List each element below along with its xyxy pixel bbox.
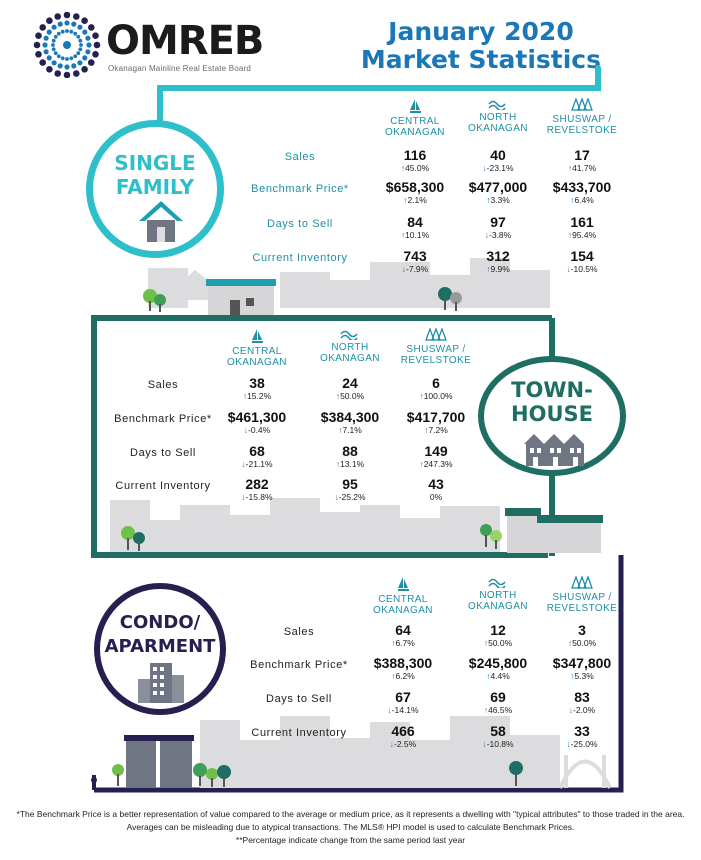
arrow-down-icon: ↓ (484, 230, 490, 240)
region-header-north (453, 98, 543, 134)
stat-change (212, 459, 302, 469)
townhouse-icon (524, 434, 586, 466)
stat-cell-sales-central (358, 623, 448, 648)
stat-cell-benchmark-north (453, 656, 543, 681)
stat-change (305, 391, 395, 401)
stat-value: 83 (574, 689, 590, 705)
region-label: CENTRAL (390, 116, 440, 127)
region-label: CENTRAL (378, 594, 428, 605)
change-percent: 10.1% (405, 230, 430, 240)
stat-cell-days-shuswap (391, 444, 481, 469)
stat-value: 38 (249, 375, 265, 391)
stat-cell-inventory-shuswap (537, 249, 627, 274)
region-header-central (212, 328, 302, 368)
stat-value: 282 (245, 476, 269, 492)
stat-value: 33 (574, 723, 590, 739)
stat-value: $347,800 (552, 655, 612, 671)
region-label: REVELSTOKE (400, 355, 472, 366)
stat-change (358, 671, 448, 681)
stat-cell-days-shuswap (537, 215, 627, 240)
house-icon (137, 199, 185, 243)
stat-value: 161 (570, 214, 594, 230)
arrow-up-icon: ↑ (570, 195, 575, 205)
region-label: REVELSTOKE (546, 125, 618, 136)
stat-cell-sales-central (370, 148, 460, 173)
stat-change (453, 739, 543, 749)
change-percent: 9.9% (490, 264, 510, 274)
stat-value: 68 (249, 443, 265, 459)
stat-value: $658,300 (385, 179, 445, 195)
region-label: REVELSTOKE (546, 603, 618, 614)
footnote-line: *The Benchmark Price is a better representation of value compared to the average or medium price, as it represents a dwelling with "typical attributes" to those traded in the area. (16, 809, 685, 819)
arrow-up-icon: ↑ (335, 391, 341, 401)
stat-value: 17 (574, 147, 590, 163)
stat-value: 64 (395, 622, 411, 638)
arrow-up-icon: ↑ (338, 425, 343, 435)
arrow-up-icon: ↑ (486, 264, 491, 274)
stat-value: 116 (403, 147, 427, 163)
change-percent: 45.0% (405, 163, 430, 173)
arrow-up-icon: ↑ (483, 638, 489, 648)
apartment-building-icon (138, 663, 184, 703)
region-label: OKANAGAN (468, 601, 528, 612)
stat-value: 95 (342, 476, 358, 492)
stat-cell-benchmark-north (453, 180, 543, 205)
stat-cell-sales-shuswap (391, 376, 481, 401)
change-percent: 5.3% (574, 671, 594, 681)
sailboat-icon (250, 328, 264, 344)
arrow-down-icon: ↓ (482, 163, 487, 173)
stat-cell-days-north (453, 690, 543, 715)
stat-change (537, 195, 627, 205)
arrow-up-icon: ↑ (424, 425, 429, 435)
region-label: OKANAGAN (385, 127, 445, 138)
badge-line: FAMILY (115, 175, 195, 199)
arrow-up-icon: ↑ (419, 391, 424, 401)
stat-value: 24 (342, 375, 358, 391)
stat-change (391, 391, 481, 401)
footnote (0, 808, 701, 847)
row-label-days: Days to Sell (130, 447, 196, 459)
change-percent: 247.3% (423, 459, 453, 469)
stat-cell-days-north (453, 215, 543, 240)
region-label: NORTH (479, 590, 517, 601)
change-percent: 3.3% (490, 195, 510, 205)
change-percent: 50.0% (340, 391, 365, 401)
arrow-up-icon: ↑ (567, 230, 573, 240)
badge-line: TOWN- (511, 378, 593, 402)
stat-change (212, 492, 302, 502)
change-percent: -21.1% (245, 459, 273, 469)
stat-cell-benchmark-central (370, 180, 460, 205)
stat-change (453, 671, 543, 681)
sailboat-icon (408, 98, 422, 114)
row-label-sales: Sales (147, 379, 179, 391)
stat-change (212, 391, 302, 401)
stat-change (453, 195, 543, 205)
stat-cell-benchmark-central (212, 410, 302, 435)
stat-value: $384,300 (320, 409, 380, 425)
waves-icon (488, 576, 508, 588)
sailboat-icon (396, 576, 410, 592)
stat-value: 6 (432, 375, 440, 391)
region-header-central (370, 98, 460, 138)
stat-cell-inventory-central (370, 249, 460, 274)
row-label-benchmark: Benchmark Price* (251, 183, 349, 195)
stat-change (453, 163, 543, 173)
arrow-up-icon: ↑ (400, 163, 406, 173)
stat-value: 43 (428, 476, 444, 492)
change-percent: -10.5% (570, 264, 598, 274)
region-header-central (358, 576, 448, 616)
stat-value: 97 (490, 214, 506, 230)
change-percent: -2.5% (394, 739, 417, 749)
stat-change (305, 459, 395, 469)
stat-cell-days-central (358, 690, 448, 715)
stat-value: $245,800 (468, 655, 528, 671)
stat-value: 312 (486, 248, 510, 264)
stat-value: $477,000 (468, 179, 528, 195)
stat-cell-benchmark-shuswap (537, 656, 627, 681)
change-percent: -15.8% (245, 492, 273, 502)
change-percent: 0% (429, 492, 443, 502)
arrow-down-icon: ↓ (566, 264, 571, 274)
arrow-up-icon: ↑ (419, 459, 424, 469)
arrow-down-icon: ↓ (566, 739, 571, 749)
change-percent: 7.1% (342, 425, 362, 435)
arrow-up-icon: ↑ (567, 638, 573, 648)
row-label-days: Days to Sell (267, 218, 333, 230)
change-percent: 6.2% (395, 671, 415, 681)
stat-cell-sales-shuswap (537, 148, 627, 173)
row-label-inventory: Current Inventory (252, 252, 348, 264)
trees-icon (571, 576, 593, 590)
stat-change (453, 705, 543, 715)
stat-value: 58 (490, 723, 506, 739)
change-percent: 4.4% (490, 671, 510, 681)
arrow-up-icon: ↑ (483, 705, 489, 715)
arrow-up-icon: ↑ (403, 195, 408, 205)
stat-change (305, 492, 395, 502)
region-label: OKANAGAN (227, 357, 287, 368)
arrow-up-icon: ↑ (570, 671, 575, 681)
single-family-badge (86, 120, 224, 258)
badge-line: HOUSE (511, 402, 593, 426)
stat-value: 743 (403, 248, 427, 264)
stat-cell-sales-north (305, 376, 395, 401)
stat-change (537, 638, 627, 648)
stat-change (537, 163, 627, 173)
change-percent: -14.1% (391, 705, 419, 715)
stat-cell-inventory-shuswap (391, 477, 481, 502)
stat-value: 40 (490, 147, 506, 163)
arrow-up-icon: ↑ (391, 638, 396, 648)
stat-change (453, 638, 543, 648)
region-label: NORTH (479, 112, 517, 123)
change-percent: 2.1% (407, 195, 427, 205)
waves-icon (340, 328, 360, 340)
arrow-down-icon: ↓ (334, 492, 339, 502)
stat-change (537, 671, 627, 681)
trees-icon (425, 328, 447, 342)
stat-value: 3 (578, 622, 586, 638)
stat-cell-benchmark-shuswap (391, 410, 481, 435)
change-percent: -25.0% (570, 739, 598, 749)
stat-change (537, 739, 627, 749)
stat-cell-sales-central (212, 376, 302, 401)
region-label: OKANAGAN (320, 353, 380, 364)
stat-change (370, 264, 460, 274)
arrow-up-icon: ↑ (486, 195, 491, 205)
stat-value: 84 (407, 214, 423, 230)
region-header-shuswap (391, 328, 481, 366)
arrow-up-icon: ↑ (400, 230, 406, 240)
region-label: OKANAGAN (373, 605, 433, 616)
stat-value: 69 (490, 689, 506, 705)
change-percent: 50.0% (488, 638, 513, 648)
change-percent: 95.4% (572, 230, 597, 240)
stat-change (537, 264, 627, 274)
arrow-down-icon: ↓ (401, 264, 407, 274)
stat-change (370, 230, 460, 240)
stat-cell-days-central (212, 444, 302, 469)
stat-change (537, 230, 627, 240)
region-label: CENTRAL (232, 346, 282, 357)
row-label-sales: Sales (284, 151, 316, 163)
stat-cell-inventory-central (358, 724, 448, 749)
condo-badge (94, 583, 226, 715)
stat-cell-inventory-central (212, 477, 302, 502)
stat-change (453, 264, 543, 274)
brand-name: OMREB (106, 18, 264, 64)
region-header-north (305, 328, 395, 364)
stat-cell-sales-shuswap (537, 623, 627, 648)
change-percent: 15.2% (247, 391, 272, 401)
townhouse-badge (478, 356, 626, 476)
arrow-down-icon: ↓ (241, 492, 246, 502)
stat-value: $461,300 (227, 409, 287, 425)
badge-line: APARMENT (104, 636, 216, 657)
stat-cell-sales-north (453, 148, 543, 173)
change-percent: 46.5% (488, 705, 513, 715)
stat-value: 12 (490, 622, 506, 638)
change-percent: 50.0% (572, 638, 597, 648)
arrow-up-icon: ↑ (242, 391, 248, 401)
title-subject: Market Statistics (360, 45, 601, 74)
waves-icon (488, 98, 508, 110)
stat-cell-benchmark-shuswap (537, 180, 627, 205)
change-percent: 7.2% (428, 425, 448, 435)
arrow-up-icon: ↑ (391, 671, 396, 681)
stat-value: $388,300 (373, 655, 433, 671)
stat-change (537, 705, 627, 715)
stat-value: 154 (570, 248, 594, 264)
stat-change (453, 230, 543, 240)
arrow-down-icon: ↓ (387, 705, 392, 715)
region-header-shuswap (537, 576, 627, 614)
region-header-north (453, 576, 543, 612)
stat-cell-inventory-north (453, 249, 543, 274)
stat-value: 466 (391, 723, 415, 739)
change-percent: -3.8% (489, 230, 512, 240)
stat-cell-inventory-shuswap (537, 724, 627, 749)
stat-cell-days-shuswap (537, 690, 627, 715)
stat-change (370, 163, 460, 173)
region-label: NORTH (331, 342, 369, 353)
stat-value: $433,700 (552, 179, 612, 195)
change-percent: 13.1% (340, 459, 365, 469)
row-label-inventory: Current Inventory (251, 727, 347, 739)
row-label-benchmark: Benchmark Price* (114, 413, 212, 425)
row-label-benchmark: Benchmark Price* (250, 659, 348, 671)
region-label: SHUSWAP / (552, 592, 612, 603)
arrow-up-icon: ↑ (567, 163, 573, 173)
change-percent: -23.1% (486, 163, 514, 173)
stat-value: 67 (395, 689, 411, 705)
region-label: OKANAGAN (468, 123, 528, 134)
arrow-down-icon: ↓ (568, 705, 574, 715)
stat-change (358, 739, 448, 749)
row-label-sales: Sales (283, 626, 315, 638)
change-percent: -25.2% (338, 492, 366, 502)
arrow-up-icon: ↑ (486, 671, 491, 681)
stat-cell-inventory-north (305, 477, 395, 502)
change-percent: 6.4% (574, 195, 594, 205)
stat-change (391, 492, 481, 502)
badge-line: SINGLE (114, 151, 196, 175)
change-percent: 100.0% (423, 391, 453, 401)
arrow-down-icon: ↓ (389, 739, 395, 749)
stat-value: $417,700 (406, 409, 466, 425)
change-percent: 6.7% (395, 638, 415, 648)
stat-change (358, 705, 448, 715)
region-label: SHUSWAP / (406, 344, 466, 355)
stat-cell-inventory-north (453, 724, 543, 749)
change-percent: 41.7% (572, 163, 597, 173)
row-label-inventory: Current Inventory (115, 480, 211, 492)
stat-cell-benchmark-north (305, 410, 395, 435)
change-percent: -0.4% (248, 425, 271, 435)
stat-change (212, 425, 302, 435)
arrow-down-icon: ↓ (243, 425, 249, 435)
footnote-line: **Percentage indicate change from the same period last year (235, 835, 466, 845)
row-label-days: Days to Sell (266, 693, 332, 705)
arrow-up-icon: ↑ (335, 459, 341, 469)
stat-change (370, 195, 460, 205)
change-percent: -2.0% (573, 705, 596, 715)
region-label: SHUSWAP / (552, 114, 612, 125)
title-month: January 2020 (388, 17, 574, 46)
arrow-down-icon: ↓ (241, 459, 246, 469)
change-percent: -10.8% (486, 739, 514, 749)
change-percent: -7.9% (406, 264, 429, 274)
stat-value: 88 (342, 443, 358, 459)
stat-value: 149 (424, 443, 448, 459)
stat-change (391, 459, 481, 469)
stat-change (358, 638, 448, 648)
footnote-line: Averages can be misleading due to atypical transactions. The MLS® HPI model is used to calculate Benchmark Prices. (126, 822, 575, 832)
stat-cell-benchmark-central (358, 656, 448, 681)
brand-subtitle: Okanagan Mainline Real Estate Board (108, 64, 252, 73)
stat-change (391, 425, 481, 435)
stat-cell-sales-north (453, 623, 543, 648)
badge-line: CONDO/ (119, 612, 201, 633)
stat-cell-days-central (370, 215, 460, 240)
arrow-down-icon: ↓ (482, 739, 487, 749)
region-header-shuswap (537, 98, 627, 136)
stat-cell-days-north (305, 444, 395, 469)
stat-change (305, 425, 395, 435)
trees-icon (571, 98, 593, 112)
